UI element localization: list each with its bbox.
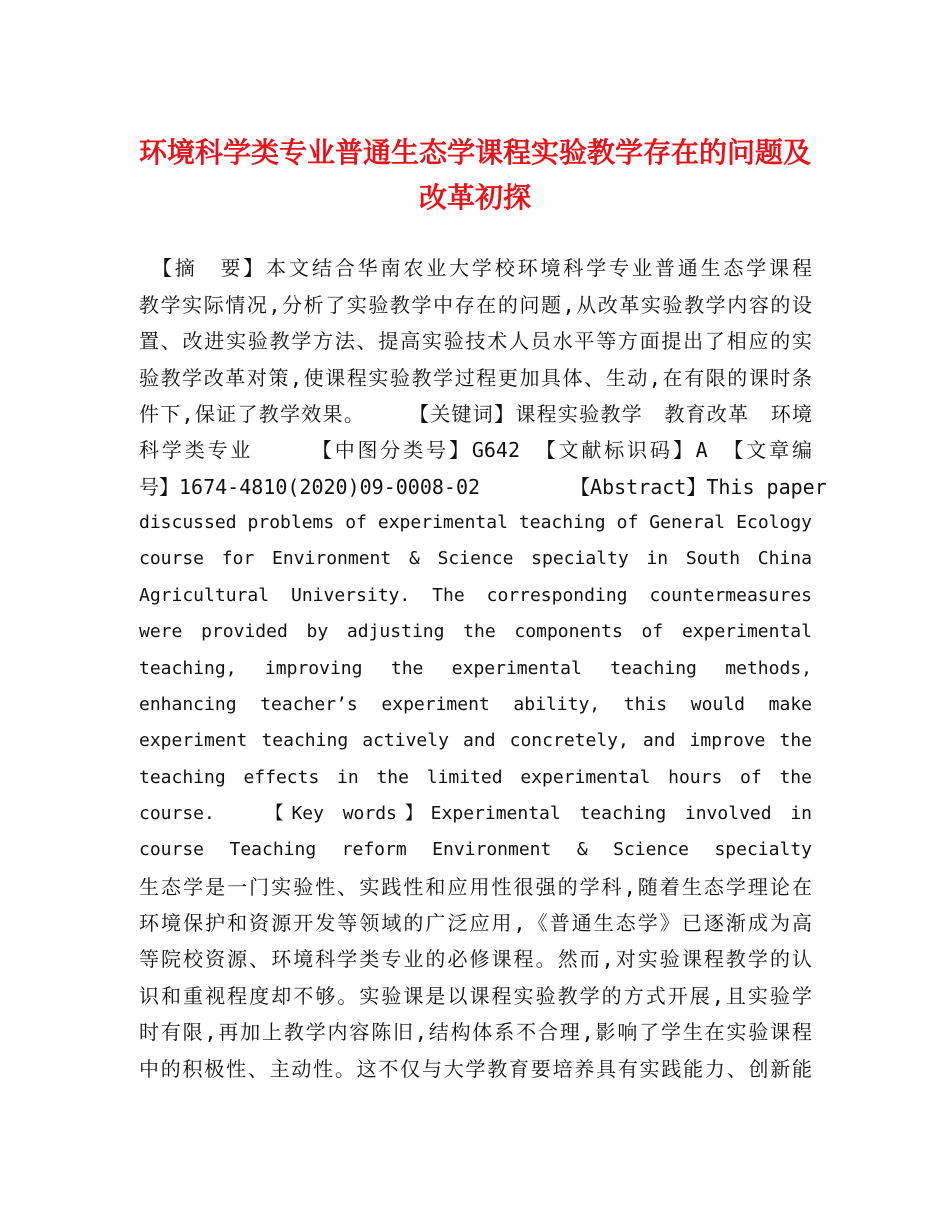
keywords-line: 件下,保证了教学效果。 【关键词】课程实验教学 教育改革 环境 bbox=[139, 402, 812, 426]
body-paragraph-line: 生态学是一门实验性、实践性和应用性很强的学科,随着生态学理论在 bbox=[139, 875, 812, 899]
document-title-line-2: 改革初探 bbox=[418, 181, 531, 214]
article-number-line: 号】1674-4810(2020)09-0008-02 【Abstract】This paper bbox=[139, 475, 827, 499]
key-words-en-line: course. 【Key words】Experimental teaching involved in bbox=[139, 803, 812, 824]
abstract-en-line: enhancing teacher’s experiment ability, this would make bbox=[139, 694, 812, 715]
body-paragraph-line: 等院校资源、环境科学类专业的必修课程。然而,对实验课程教学的认 bbox=[139, 947, 812, 971]
abstract-cn-line: 验教学改革对策,使课程实验教学过程更加具体、生动,在有限的课时条 bbox=[139, 366, 812, 390]
body-paragraph-line: 中的积极性、主动性。这不仅与大学教育要培养具有实践能力、创新能 bbox=[139, 1057, 812, 1081]
abstract-en-line: Agricultural University. The corresponding countermeasures bbox=[139, 585, 812, 606]
abstract-cn-line: 置、改进实验教学方法、提高实验技术人员水平等方面提出了相应的实 bbox=[139, 329, 812, 353]
body-paragraph-line: 识和重视程度却不够。实验课是以课程实验教学的方式开展,且实验学 bbox=[139, 984, 812, 1008]
abstract-en-line: teaching effects in the limited experimental hours of the bbox=[139, 767, 812, 788]
abstract-en-line: experiment teaching actively and concretely, and improve the bbox=[139, 730, 812, 751]
key-words-en-line: course Teaching reform Environment & Science specialty bbox=[139, 839, 812, 860]
abstract-en-line: course for Environment & Science specialty in South China bbox=[139, 548, 812, 569]
classification-line: 科学类专业 【中图分类号】G642 【文献标识码】A 【文章编 bbox=[139, 438, 812, 462]
body-paragraph-line: 环境保护和资源开发等领域的广泛应用,《普通生态学》已逐渐成为高 bbox=[139, 911, 812, 935]
abstract-en-line: teaching, improving the experimental teaching methods, bbox=[139, 658, 812, 679]
body-paragraph-line: 时有限,再加上教学内容陈旧,结构体系不合理,影响了学生在实验课程 bbox=[139, 1020, 812, 1044]
document-title-line-1: 环境科学类专业普通生态学课程实验教学存在的问题及 bbox=[138, 136, 811, 169]
abstract-en-line: discussed problems of experimental teaching of General Ecology bbox=[139, 512, 812, 533]
abstract-cn-line: 【摘 要】本文结合华南农业大学校环境科学专业普通生态学课程 bbox=[139, 256, 812, 280]
abstract-cn-line: 教学实际情况,分析了实验教学中存在的问题,从改革实验教学内容的设 bbox=[139, 293, 812, 317]
abstract-en-line: were provided by adjusting the components of experimental bbox=[139, 621, 812, 642]
